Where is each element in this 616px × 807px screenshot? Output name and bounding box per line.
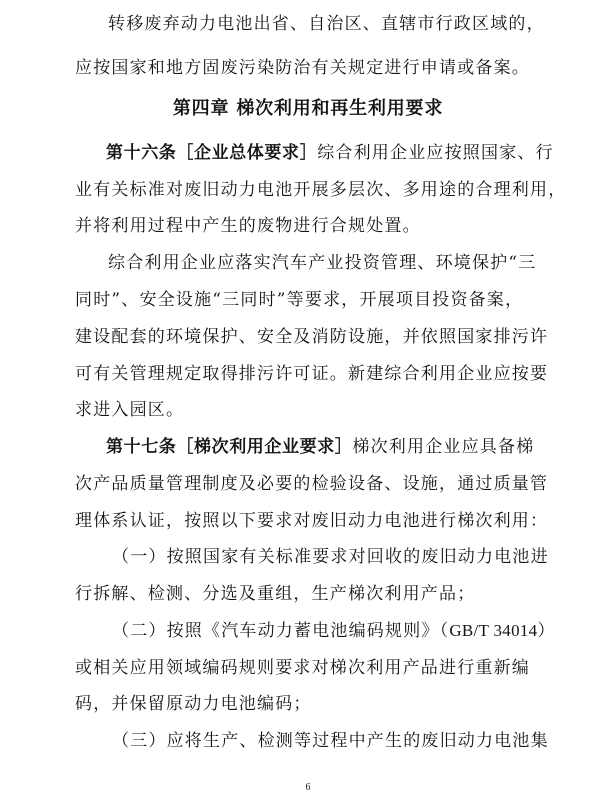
- article-16-line-2: 业有关标准对废旧动力电池开展多层次、多用途的合理利用，: [75, 180, 567, 200]
- article-17-label: 第十七条［梯次利用企业要求］: [106, 437, 353, 457]
- intro-line-2: 应按国家和地方固废污染防治有关规定进行申请或备案。: [75, 58, 530, 78]
- article-17-line-3: 理体系认证，按照以下要求对废旧动力电池进行梯次利用：: [75, 511, 549, 531]
- article-16-para2-line-2: 同时”、安全设施“三同时”等要求，开展项目投资备案，: [75, 290, 524, 310]
- article-17-item-2-text-a: （二）按照《汽车动力蓄电池编码规则》（: [112, 621, 450, 641]
- standard-code: GB/T 34014: [449, 621, 538, 640]
- article-17-line-2: 次产品质量管理制度及必要的检验设备、设施，通过质量管: [75, 474, 549, 494]
- article-17-line-1: [106, 437, 534, 457]
- article-16-para2-line-3: 建设配套的环境保护、安全及消防设施，并依照国家排污许: [75, 327, 549, 347]
- article-17-item-2-line-2: 或相关应用领域编码规则要求对梯次利用产品进行重新编: [75, 658, 530, 678]
- article-16-para2-line-1: 综合利用企业应落实汽车产业投资管理、环境保护“三: [108, 253, 537, 273]
- article-17-item-3-line-1: （三）应将生产、检测等过程中产生的废旧动力电池集: [112, 731, 549, 751]
- article-17-item-2-text-b: ）: [537, 621, 556, 641]
- article-16-para2-line-5: 求进入园区。: [75, 400, 185, 420]
- article-17-item-2-line-1: [112, 621, 556, 641]
- intro-line-1: 转移废弃动力电池出省、自治区、直辖市行政区域的，: [108, 14, 545, 34]
- article-16-para2-line-4: 可有关管理规定取得排污许可证。新建综合利用企业应按要: [75, 364, 549, 384]
- article-16-line-1: [106, 143, 554, 163]
- article-16-line-1-text: 综合利用企业应按照国家、行: [317, 143, 554, 163]
- chapter-title: 第四章 梯次利用和再生利用要求: [172, 98, 444, 119]
- article-17-item-1-line-1: （一）按照国家有关标准要求对回收的废旧动力电池进: [112, 547, 549, 567]
- article-17-item-2-line-3: 码，并保留原动力电池编码；: [75, 694, 312, 714]
- article-17-item-1-line-2: 行拆解、检测、分选及重组，生产梯次利用产品；: [75, 584, 476, 604]
- page-number: 6: [305, 782, 311, 793]
- article-16-line-3: 并将利用过程中产生的废物进行合规处置。: [75, 216, 421, 236]
- article-16-label: 第十六条［企业总体要求］: [106, 143, 318, 163]
- article-17-line-1-text: 梯次利用企业应具备梯: [352, 437, 535, 457]
